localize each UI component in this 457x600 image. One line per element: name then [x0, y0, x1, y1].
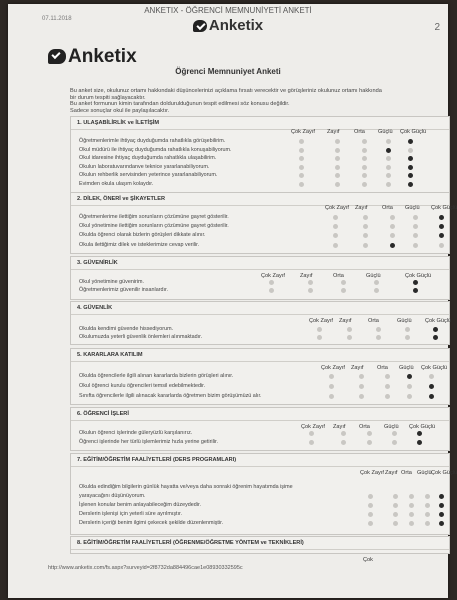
radio-option[interactable]: [409, 521, 414, 526]
question-text: Öğretmenlerimle ihtiyaç duyduğumda rahatlıkla görüşebilirim.: [79, 138, 226, 144]
radio-option[interactable]: [376, 335, 381, 340]
scale-column-header: Güçlü: [417, 470, 432, 476]
radio-option[interactable]: [393, 503, 398, 508]
brand-logo: [48, 46, 137, 68]
radio-option[interactable]: [385, 374, 390, 379]
radio-option[interactable]: [386, 139, 391, 144]
selected-radio[interactable]: [408, 173, 413, 178]
scale-column-header: Çok Zayıf: [301, 424, 325, 430]
question-text: Okulun rehberlik servisinden yeterince yararlanabiliyorum.: [79, 172, 218, 179]
radio-option[interactable]: [333, 233, 338, 238]
radio-option[interactable]: [405, 335, 410, 340]
radio-option[interactable]: [425, 512, 430, 517]
selected-radio[interactable]: [408, 182, 413, 187]
radio-option[interactable]: [362, 139, 367, 144]
radio-option[interactable]: [407, 394, 412, 399]
section-title: 5. KARARLARA KATILIM: [71, 349, 449, 362]
radio-option[interactable]: [269, 288, 274, 293]
radio-option[interactable]: [317, 335, 322, 340]
radio-option[interactable]: [333, 243, 338, 248]
selected-radio[interactable]: [390, 243, 395, 248]
question-text: Okulda öğrencilerle ilgili alınan kararlarda bizlerin görüşleri alınır.: [79, 373, 234, 379]
question-text: Derslerin içeriği benim ilgimi çekecek şekilde düzenlenmiştir.: [79, 520, 224, 526]
intro-line: Bu anket size, okulunuz ortamı hakkındaki düşüncelerinizi açıklama fırsatı verecektir ve görüşleriniz okulunuz ortamı hakkında: [70, 88, 382, 94]
question-text: Evimden okula ulaşım kolaydır.: [79, 181, 154, 187]
question-text: Okulda edindiğim bilgilerin günlük hayatta ve/veya daha sonraki öğrenim hayatımda işime: [79, 484, 293, 490]
scale-column-header: Orta: [333, 273, 344, 279]
selected-radio[interactable]: [439, 215, 444, 220]
scale-column-header: Zayıf: [300, 273, 313, 279]
radio-option[interactable]: [299, 173, 304, 178]
page-marker: 2: [434, 22, 440, 33]
scale-column-header: Çok Güçlü: [409, 424, 436, 430]
question-text: Okul yönetimine güvenirim.: [79, 279, 145, 285]
radio-option[interactable]: [308, 280, 313, 285]
bleed-brand-logo: [8, 17, 448, 34]
question-text: Okul müdürü ile ihtiyaç duyduğumda rahatlıkla konuşabiliyorum.: [79, 146, 232, 153]
radio-option[interactable]: [367, 431, 372, 436]
radio-option[interactable]: [386, 165, 391, 170]
radio-option[interactable]: [413, 215, 418, 220]
question-text: Okulun öğrenci işlerinde güleryüzlü karşılanırız.: [79, 430, 193, 436]
radio-option[interactable]: [335, 148, 340, 153]
question-text: Okulun laboratuvarındanve teknice yararlanabiliyorum.: [79, 163, 210, 170]
scale-column-header: Çok Güçlü: [405, 273, 432, 279]
scale-column-header: Çok Güçlü: [425, 318, 452, 324]
bottom-scale-label: Çok: [363, 557, 373, 563]
radio-option[interactable]: [386, 173, 391, 178]
survey-section: [70, 301, 450, 345]
radio-option[interactable]: [368, 521, 373, 526]
survey-title: Öğrenci Memnuniyet Anketi: [175, 67, 281, 76]
question-text: Öğretmenlerimiz güvenilir insanlardır.: [79, 287, 168, 293]
radio-option[interactable]: [335, 182, 340, 187]
radio-option[interactable]: [390, 233, 395, 238]
scale-column-header: Orta: [359, 424, 370, 430]
scale-column-header: Zayıf: [333, 424, 346, 430]
scale-column-header: Çok Zayıf: [309, 318, 333, 324]
section-title: 7. EĞİTİM/ÖĞRETİM FAALİYETLERİ (DERS PROGRAMLARI): [71, 454, 449, 467]
selected-radio[interactable]: [413, 280, 418, 285]
intro-line: Bu anket formunun kimin tarafından doldurulduğunun tespit edilmesi söz konusu değildir.: [70, 101, 290, 108]
radio-option[interactable]: [393, 494, 398, 499]
question-text: yarayacağını düşünüyorum.: [79, 493, 146, 499]
radio-option[interactable]: [393, 512, 398, 517]
selected-radio[interactable]: [386, 148, 391, 153]
radio-option[interactable]: [413, 233, 418, 238]
radio-option[interactable]: [392, 440, 397, 445]
radio-option[interactable]: [363, 243, 368, 248]
print-date: 07.11.2018: [42, 16, 72, 22]
scale-column-header: Güçlü: [384, 424, 399, 430]
question-text: Okulda kendimi güvende hissediyorum.: [79, 326, 174, 332]
radio-option[interactable]: [405, 327, 410, 332]
radio-option[interactable]: [269, 280, 274, 285]
radio-option[interactable]: [390, 224, 395, 229]
scale-column-header: Çok Zayıf: [360, 470, 384, 476]
radio-option[interactable]: [408, 148, 413, 153]
scale-column-header: Orta: [368, 318, 379, 324]
question-text: Sınıfta öğrencilerle ilgili alınacak kararlarda öğretmen bizim görüşümüzü alır.: [79, 393, 262, 399]
radio-option[interactable]: [347, 327, 352, 332]
question-text: İşlenen konular benim anlayabileceğim düzeydedir.: [79, 502, 201, 508]
scale-column-header: Çok Zayıf: [291, 129, 315, 135]
bleed-title: ANKETIX - ÖĞRENCİ MEMNUNİYETİ ANKETİ: [144, 6, 312, 15]
radio-option[interactable]: [439, 243, 444, 248]
question-text: Okulda öğrenci olarak bizlerin görüşleri dikkate alınır.: [79, 232, 206, 239]
survey-section: [70, 536, 450, 554]
question-text: Okulumuzda yeterli güvenlik önlemleri alınmaktadır.: [79, 334, 203, 340]
question-text: Okul öğrenci kurulu öğrencileri temsil edebilmektedir.: [79, 383, 206, 389]
radio-option[interactable]: [335, 165, 340, 170]
radio-option[interactable]: [362, 165, 367, 170]
scale-column-header: Zayıf: [339, 318, 352, 324]
section-title: 6. ÖĞRENCİ İŞLERİ: [71, 408, 449, 421]
radio-option[interactable]: [368, 512, 373, 517]
radio-option[interactable]: [329, 394, 334, 399]
brand-text: Anketix: [68, 46, 137, 67]
survey-section: [70, 453, 457, 535]
radio-option[interactable]: [341, 280, 346, 285]
radio-option[interactable]: [347, 335, 352, 340]
scale-column-header: Çok Güçlü: [431, 205, 457, 211]
scale-column-header: Çok Güçlü: [431, 470, 457, 476]
selected-radio[interactable]: [417, 440, 422, 445]
radio-option[interactable]: [413, 243, 418, 248]
radio-option[interactable]: [363, 224, 368, 229]
survey-section: [70, 348, 450, 405]
scale-column-header: Çok Zayıf: [325, 205, 349, 211]
footer-url: http://www.anketix.com/fs.aspx?surveyid=2f8732da884496cae1e08930332595c: [48, 565, 243, 571]
radio-option[interactable]: [376, 327, 381, 332]
radio-option[interactable]: [362, 148, 367, 153]
intro-line: Sadece sonuçlar okul ile paylaşılacaktır.: [70, 107, 170, 114]
chat-check-icon: [193, 20, 207, 32]
radio-option[interactable]: [362, 173, 367, 178]
selected-radio[interactable]: [429, 394, 434, 399]
radio-option[interactable]: [299, 139, 304, 144]
scale-column-header: Orta: [401, 470, 412, 476]
scale-column-header: Güçlü: [397, 318, 412, 324]
scale-column-header: Orta: [354, 129, 365, 135]
radio-option[interactable]: [335, 156, 340, 161]
radio-option[interactable]: [299, 156, 304, 161]
section-title: 8. EĞİTİM/ÖĞRETİM FAALİYETLERİ (ÖĞRENME/ÖĞRETME YÖNTEM ve TEKNİKLERİ): [71, 537, 449, 550]
radio-option[interactable]: [386, 182, 391, 187]
scale-column-header: Zayıf: [327, 129, 340, 135]
scale-column-header: Çok Zayıf: [261, 273, 285, 279]
scale-column-header: Orta: [382, 205, 393, 211]
question-text: Okul idaresine ihtiyaç duyduğumda rahatlıkla ulaşabilirim.: [79, 155, 217, 162]
radio-option[interactable]: [333, 215, 338, 220]
survey-section: [70, 256, 450, 300]
scale-column-header: Güçlü: [405, 205, 420, 211]
radio-option[interactable]: [413, 224, 418, 229]
radio-option[interactable]: [407, 384, 412, 389]
radio-option[interactable]: [308, 288, 313, 293]
selected-radio[interactable]: [439, 224, 444, 229]
radio-option[interactable]: [299, 165, 304, 170]
radio-option[interactable]: [309, 440, 314, 445]
radio-option[interactable]: [363, 233, 368, 238]
radio-option[interactable]: [374, 288, 379, 293]
selected-radio[interactable]: [433, 335, 438, 340]
selected-radio[interactable]: [429, 384, 434, 389]
radio-option[interactable]: [309, 431, 314, 436]
radio-option[interactable]: [425, 503, 430, 508]
question-text: Öğrenci işlerinde her türlü işlemlerimiz hızla yerine getirilir.: [79, 438, 219, 445]
scale-column-header: Zayıf: [351, 365, 364, 371]
scale-column-header: Çok Güçlü: [421, 365, 448, 371]
selected-radio[interactable]: [408, 165, 413, 170]
radio-option[interactable]: [359, 394, 364, 399]
radio-option[interactable]: [385, 394, 390, 399]
radio-option[interactable]: [359, 384, 364, 389]
selected-radio[interactable]: [407, 374, 412, 379]
radio-option[interactable]: [299, 182, 304, 187]
radio-option[interactable]: [409, 512, 414, 517]
selected-radio[interactable]: [439, 521, 444, 526]
survey-page: [8, 4, 457, 598]
question-text: Okula ilettiğimiz dilek ve isteklerimize cevap verilir.: [79, 241, 200, 248]
radio-option[interactable]: [363, 215, 368, 220]
selected-radio[interactable]: [408, 156, 413, 161]
radio-option[interactable]: [374, 280, 379, 285]
question-text: Derslerin işlenişi için yeterli süre ayrılmıştır.: [79, 511, 183, 517]
survey-section: [70, 116, 450, 194]
radio-option[interactable]: [329, 384, 334, 389]
scale-column-header: Güçlü: [399, 365, 414, 371]
selected-radio[interactable]: [439, 512, 444, 517]
radio-option[interactable]: [362, 156, 367, 161]
scale-column-header: Zayıf: [355, 205, 368, 211]
radio-option[interactable]: [317, 327, 322, 332]
scale-column-header: Güçlü: [366, 273, 381, 279]
selected-radio[interactable]: [439, 494, 444, 499]
intro-line: bir durum tespiti sağlayacaktır.: [70, 94, 146, 101]
radio-option[interactable]: [390, 215, 395, 220]
bleed-through-header: [8, 4, 448, 34]
radio-option[interactable]: [409, 503, 414, 508]
question-text: Okul yönetimine ilettiğim sorunların çözümüne gayret gösterilir.: [79, 223, 229, 230]
section-title: 3. GÜVENİRLİK: [71, 257, 449, 270]
radio-option[interactable]: [425, 494, 430, 499]
selected-radio[interactable]: [433, 327, 438, 332]
radio-option[interactable]: [385, 384, 390, 389]
intro-text: [70, 88, 430, 114]
question-text: Öğretmenlerime ilettiğim sorunların çözümüne gayret gösterilir.: [79, 214, 229, 220]
scale-column-header: Orta: [377, 365, 388, 371]
survey-section: [70, 192, 457, 254]
radio-option[interactable]: [341, 288, 346, 293]
radio-option[interactable]: [359, 374, 364, 379]
radio-option[interactable]: [368, 494, 373, 499]
radio-option[interactable]: [368, 503, 373, 508]
bleed-brand-text: Anketix: [208, 17, 264, 34]
radio-option[interactable]: [425, 521, 430, 526]
scale-column-header: Çok Zayıf: [321, 365, 345, 371]
section-title: 4. GÜVENLİK: [71, 302, 449, 315]
radio-option[interactable]: [341, 431, 346, 436]
radio-option[interactable]: [409, 494, 414, 499]
scale-column-header: Zayıf: [385, 470, 398, 476]
radio-option[interactable]: [333, 224, 338, 229]
selected-radio[interactable]: [408, 139, 413, 144]
radio-option[interactable]: [362, 182, 367, 187]
radio-option[interactable]: [429, 374, 434, 379]
selected-radio[interactable]: [439, 503, 444, 508]
selected-radio[interactable]: [417, 431, 422, 436]
selected-radio[interactable]: [439, 233, 444, 238]
scale-column-header: Güçlü: [378, 129, 393, 135]
radio-option[interactable]: [367, 440, 372, 445]
radio-option[interactable]: [335, 173, 340, 178]
radio-option[interactable]: [299, 148, 304, 153]
survey-section: [70, 407, 450, 451]
section-title: 1. ULAŞABİLİRLİK ve İLETİŞİM: [71, 117, 449, 130]
chat-check-icon: [48, 49, 66, 64]
radio-option[interactable]: [393, 521, 398, 526]
selected-radio[interactable]: [413, 288, 418, 293]
scale-column-header: Çok Güçlü: [400, 129, 427, 135]
radio-option[interactable]: [335, 139, 340, 144]
radio-option[interactable]: [329, 374, 334, 379]
radio-option[interactable]: [392, 431, 397, 436]
section-title: 2. DİLEK, ÖNERİ ve ŞİKAYETLER: [71, 193, 449, 206]
radio-option[interactable]: [341, 440, 346, 445]
radio-option[interactable]: [386, 156, 391, 161]
